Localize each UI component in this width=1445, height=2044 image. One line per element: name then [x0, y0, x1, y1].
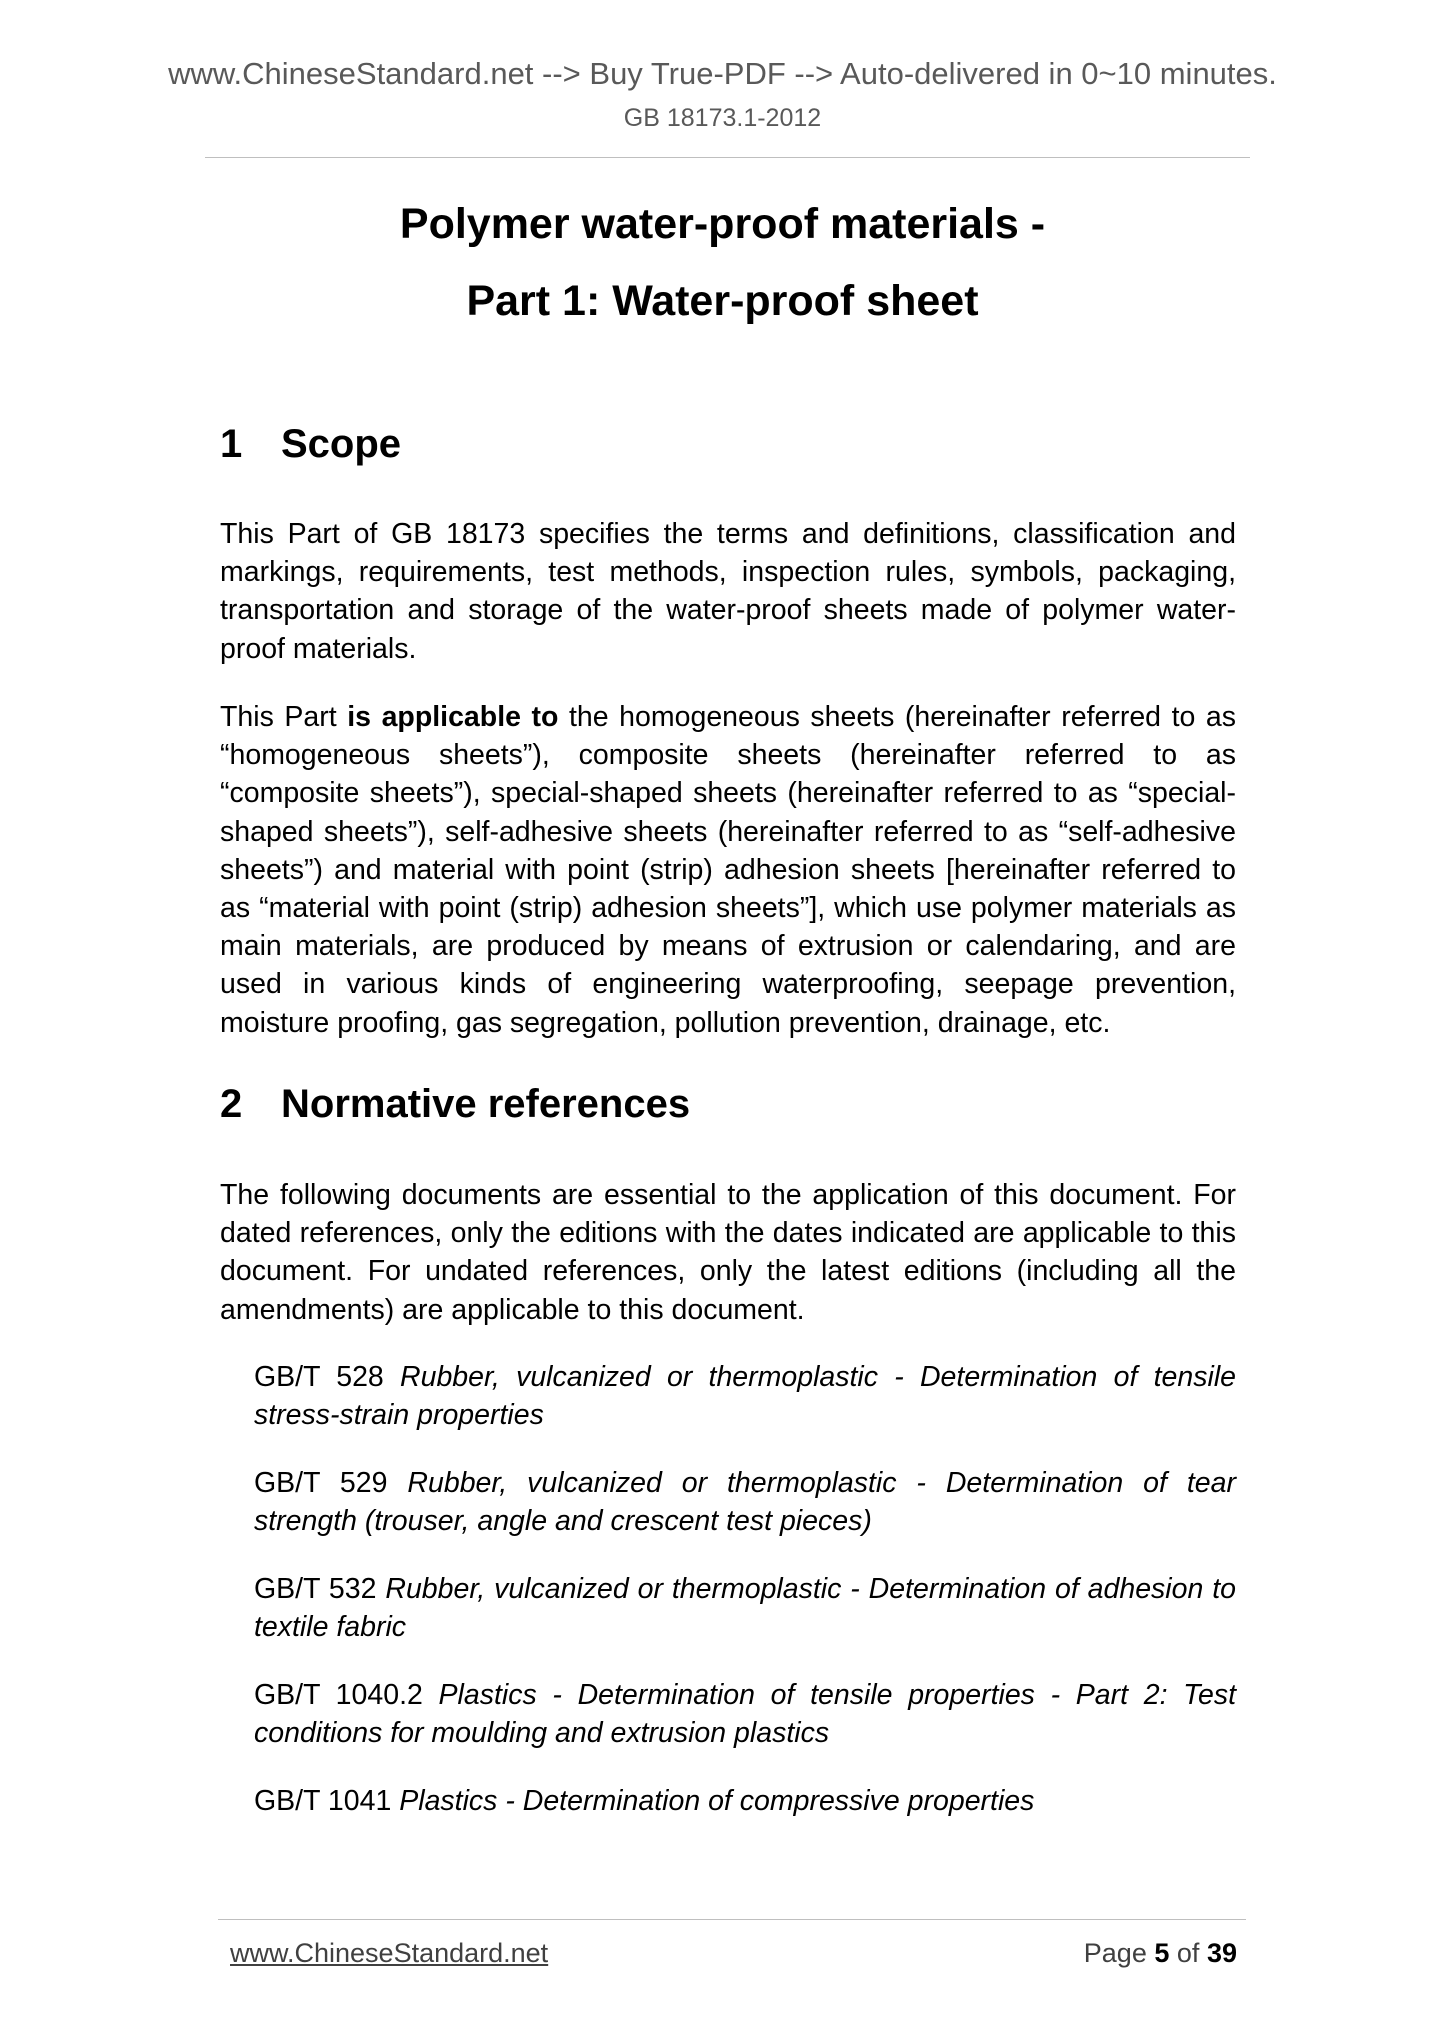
reference-item: [254, 1570, 1236, 1646]
reference-code: GB/T 1041: [254, 1785, 392, 1817]
section-number: 2: [220, 1082, 243, 1126]
scope-paragraph-2: [220, 698, 1236, 1042]
reference-title: Plastics - Determination of compressive properties: [399, 1785, 1035, 1817]
section-title: Normative references: [281, 1082, 691, 1126]
paragraph-emphasis: is applicable to: [347, 701, 559, 733]
scope-paragraph-1: This Part of GB 18173 specifies the terms and definitions, classification and markings, requirements, test methods, inspection rules, symbols, packaging, transportation and storage of the water-proof sheets made of polymer water-proof materials.: [220, 518, 1236, 665]
section-heading-scope: [220, 422, 401, 467]
page-current: 5: [1154, 1938, 1170, 1968]
document-title-line-1: Polymer water-proof materials -: [399, 200, 1046, 248]
header-standard-number: GB 18173.1-2012: [623, 104, 822, 132]
reference-title: Plastics - Determination of tensile properties - Part 2: Test conditions for moulding and extrusion plastics: [254, 1679, 1236, 1750]
reference-code: GB/T 529: [254, 1467, 388, 1499]
section-title: Scope: [281, 422, 402, 466]
section-number: 1: [220, 422, 243, 466]
reference-title: Rubber, vulcanized or thermoplastic - Determination of tensile stress-strain properties: [254, 1361, 1236, 1432]
page-of: of: [1176, 1938, 1200, 1968]
footer-divider: [218, 1919, 1246, 1920]
paragraph-lead: This Part: [220, 701, 348, 733]
section-heading-normative-references: [220, 1082, 690, 1127]
page-total: 39: [1206, 1938, 1237, 1968]
paragraph-rest: the homogeneous sheets (hereinafter referred to as “homogeneous sheets”), composite sheets (hereinafter referred to as “composite sheets”), special-shaped sheets (hereinafter referred to as “special-shaped sheets”), self-adhesive sheets (hereinafter referred to as “self-adhesive sheets”) and material with point (strip) adhesion sheets [hereinafter referred to as “material with point (strip) adhesion sheets”], which use polymer materials as main materials, are produced by means of extrusion or calendaring, and are used in various kinds of engineering waterproofing, seepage prevention, moisture proofing, gas segregation, pollution prevention, drainage, etc.: [220, 701, 1237, 1039]
footer-page-number: [1084, 1938, 1237, 1969]
reference-item: [254, 1676, 1236, 1752]
reference-title: Rubber, vulcanized or thermoplastic - Determination of adhesion to textile fabric: [254, 1573, 1236, 1644]
reference-code: GB/T 528: [254, 1361, 384, 1393]
reference-item: [254, 1358, 1236, 1434]
page-word: Page: [1083, 1938, 1147, 1968]
reference-code: GB/T 532: [254, 1573, 377, 1605]
reference-item: [254, 1782, 1236, 1820]
reference-code: GB/T 1040.2: [254, 1679, 423, 1711]
normative-references-paragraph: The following documents are essential to the application of this document. For dated references, only the editions with the dates indicated are applicable to this document. For undated references, only the latest editions (including all the amendments) are applicable to this document.: [220, 1179, 1236, 1326]
header-divider: [205, 157, 1250, 158]
reference-item: [254, 1464, 1236, 1540]
reference-title: Rubber, vulcanized or thermoplastic - Determination of tear strength (trouser, angle and crescent test pieces): [254, 1467, 1236, 1538]
header-source-line: www.ChineseStandard.net --> Buy True-PDF --> Auto-delivered in 0~10 minutes.: [168, 56, 1277, 91]
document-title-line-2: Part 1: Water-proof sheet: [466, 277, 979, 325]
footer-website-link[interactable]: www.ChineseStandard.net: [230, 1938, 549, 1968]
